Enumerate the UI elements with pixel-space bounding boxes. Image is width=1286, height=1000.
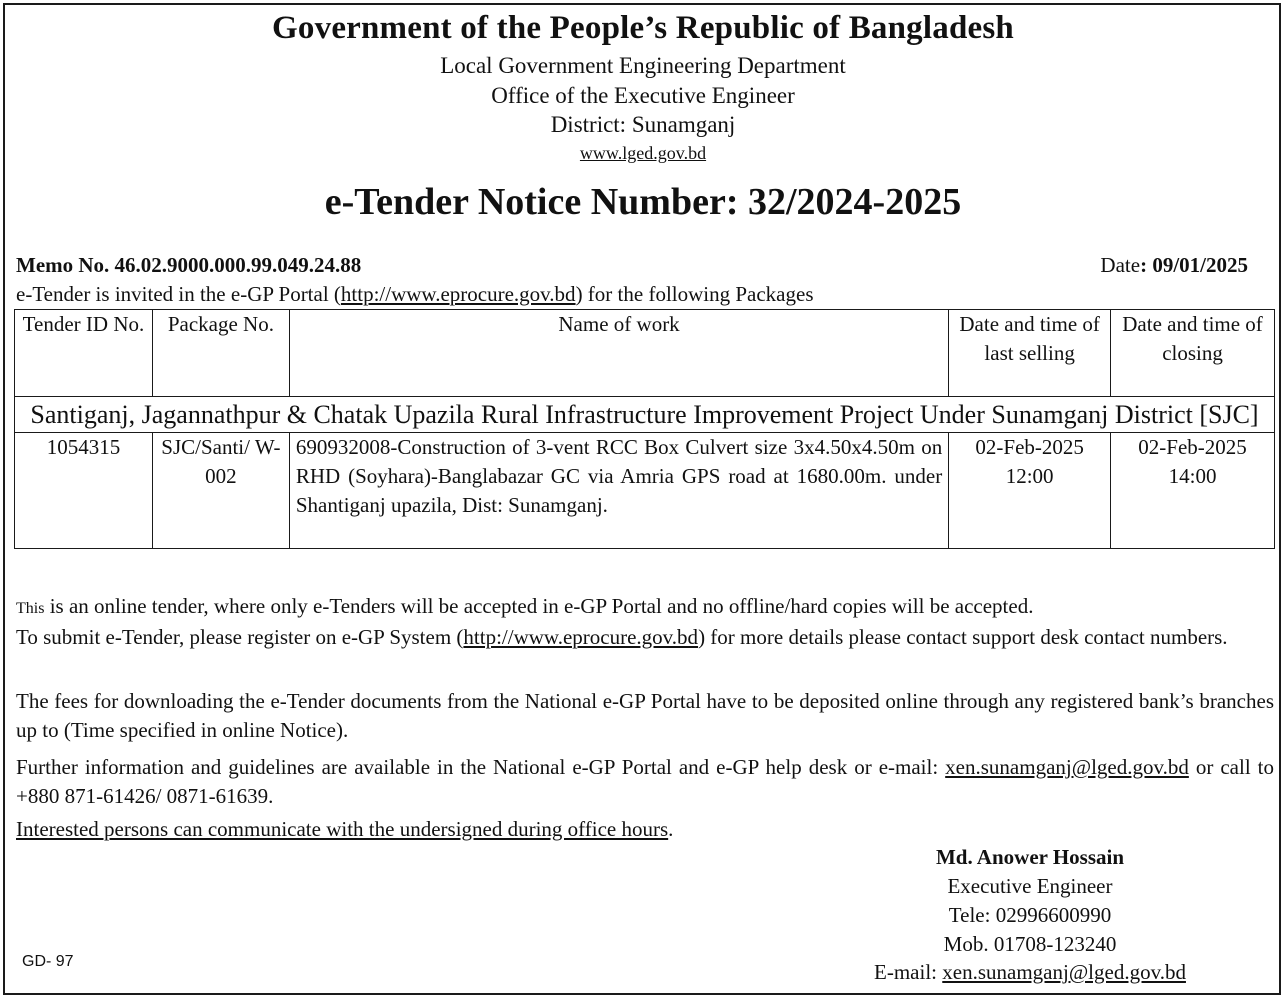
notice-date [1100,253,1248,278]
header-tender-id: Tender ID No. [15,310,153,397]
cell-package: SJC/Santi/ W-002 [152,433,289,549]
header-closing: Date and time of closing [1111,310,1275,397]
date-value: : 09/01/2025 [1140,253,1248,277]
table-row [15,433,1275,549]
signatory-email [780,960,1280,985]
selling-date: 02-Feb-2025 [975,435,1084,459]
cell-work: 690932008-Construction of 3-vent RCC Box Culvert size 3x4.50x4.50m on RHD (Soyhara)-Banglabazar GC via Amria GPS road at 1680.00m. under Shantiganj upazila, Dist: Sunamganj. [289,433,948,549]
header-selling: Date and time of last selling [949,310,1111,397]
department-name: Local Government Engineering Department [440,53,846,78]
government-title: Government of the People’s Republic of Bangladesh [272,10,1014,46]
header-work: Name of work [289,310,948,397]
cell-closing [1111,433,1275,549]
signatory-title: Executive Engineer [947,874,1113,898]
info-email-link[interactable]: xen.sunamganj@lged.gov.bd [945,755,1189,779]
signatory-name: Md. Anower Hossain [935,845,1125,869]
signatory-tele: Tele: 02996600990 [948,903,1112,927]
invite-text-before: e-Tender is invited in the e-GP Portal ( [16,282,341,306]
invitation-line [16,282,814,307]
district-name: District: Sunamganj [550,112,736,137]
paragraph-online-tender [16,592,1274,623]
paragraph-register [16,623,1274,652]
signatory-email-link[interactable]: xen.sunamganj@lged.gov.bd [942,960,1186,984]
table-header-row [15,310,1275,397]
project-row [15,397,1275,433]
tender-table [14,309,1275,549]
info-text-before: Further information and guidelines are available in the National e-GP Portal and e-GP help desk or e-mail: [16,755,946,779]
gd-code: GD- 97 [22,953,74,970]
info-text-after: or call to +880 871-61426/ 0871-61639. [16,755,1274,808]
register-text-after: ) for more details please contact support desk contact numbers. [698,625,1228,649]
paragraph-small-word: This [16,600,45,617]
paragraph-online-rest: is an online tender, where only e-Tenders will be accepted in e-GP Portal and no offline/hard copies will be accepted. [44,594,1034,618]
memo-number: Memo No. 46.02.9000.000.99.049.24.88 [16,253,362,277]
invite-text-after: ) for the following Packages [575,282,814,306]
paragraph-fees: The fees for downloading the e-Tender documents from the National e-GP Portal have to be deposited online through any registered bank’s branches up to (Time specified in online Notice). [16,689,1274,742]
register-text-before: To submit e-Tender, please register on e-GP System ( [16,625,464,649]
selling-time: 12:00 [1005,464,1054,488]
register-link[interactable]: http://www.eprocure.gov.bd [463,625,699,649]
interested-period: . [668,817,674,841]
interested-text: Interested persons can communicate with the undersigned during office hours [16,817,669,841]
closing-time: 14:00 [1168,464,1217,488]
paragraph-further-info [16,753,1274,811]
eprocure-link[interactable]: http://www.eprocure.gov.bd [340,282,576,306]
paragraph-interested [16,815,1274,844]
header-package: Package No. [152,310,289,397]
email-label: E-mail: [874,960,943,984]
office-name: Office of the Executive Engineer [491,83,795,108]
closing-date: 02-Feb-2025 [1138,435,1247,459]
date-label: Date [1100,253,1141,277]
signatory-mobile: Mob. 01708-123240 [943,932,1117,956]
notice-title: e-Tender Notice Number: 32/2024-2025 [324,181,962,223]
cell-tender-id: 1054315 [15,433,153,549]
website-link[interactable]: www.lged.gov.bd [579,143,707,163]
project-name: Santiganj, Jagannathpur & Chatak Upazila Rural Infrastructure Improvement Project Under Sunamganj District [SJC] [15,397,1275,433]
cell-selling [949,433,1111,549]
